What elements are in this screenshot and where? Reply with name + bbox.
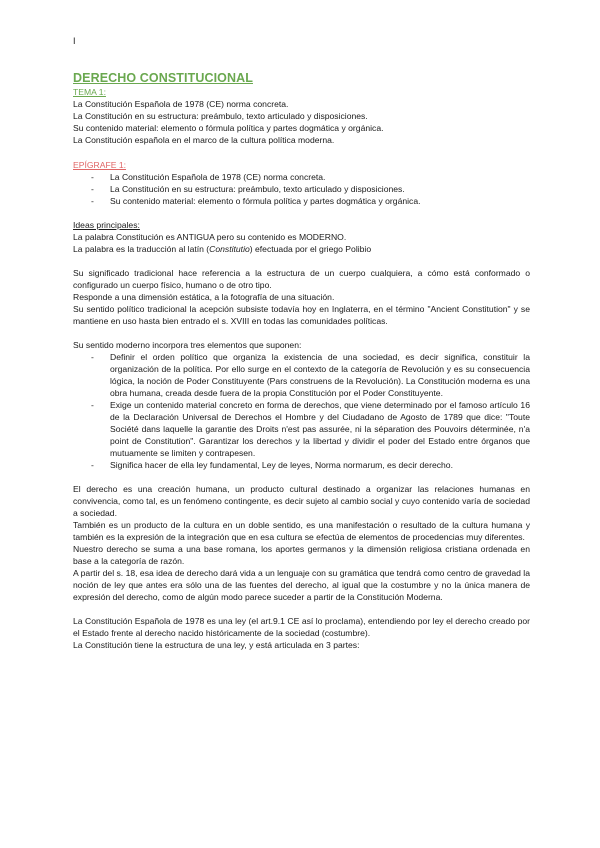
paragraph: La Constitución Española de 1978 es una ley (el art.9.1 CE así lo proclama), entendiendo por ley el derecho creado por el Estado frente al derecho nacido históricamente de la sociedad (costumbre). (73, 616, 530, 638)
document-body (73, 71, 530, 651)
paragraph: Su sentido político tradicional la acepción subsiste todavía hoy en Inglaterra, en el término "Ancient Constitution" y se mantiene en uso hasta bien entrado el s. XVIII en todas las comunidades políticas. (73, 304, 530, 326)
ideas-line-part: ) efectuada por el griego Polibio (249, 244, 372, 254)
paragraph: Responde a una dimensión estática, a la fotografía de una situación. (73, 292, 335, 302)
ideas-line (73, 243, 530, 255)
paragraph: A partir del s. 18, esa idea de derecho dará vida a un lenguaje con su gramática que tendrá como centro de gravedad la noción de ley que antes era sólo una de las fuentes del derecho, al igual que la costumbre y no la única manera de expresión del derecho, como de algún modo parece suceder a partir de la Constitución Moderna. (73, 568, 530, 602)
ideas-heading: Ideas principales: (73, 220, 140, 230)
epigrafe-item: - Su contenido material: elemento o fórmula política y partes dogmática y orgánica. (73, 195, 530, 207)
modern-item: - Definir el orden político que organiza la existencia de una sociedad, es decir significa, constituir la organización de la política. Por ello surge en el contexto de la categoría de Revolución y es su consecuencia lógica, la noción de Poder Constituyente (Pars construens de la Revolución). La Constitución moderna es una obra humana, creada desde fuera de la propia Constitución por el Poder Constituyente. (73, 351, 530, 399)
modern-intro: Su sentido moderno incorpora tres elementos que suponen: (73, 340, 302, 350)
tema-line: La Constitución Española de 1978 (CE) norma concreta. (73, 99, 289, 109)
epigrafe-list (73, 171, 530, 207)
ideas-line-italic: Constitutio (209, 244, 250, 254)
modern-item: - Exige un contenido material concreto en forma de derechos, que viene determinado por el famoso artículo 16 de la Declaración Universal de Derechos el Hombre y del Ciudadano de Agosto de 1789 que dice: "Toute Société dans laquelle la garantie des Droits n'est pas assurée, ni la séparation des Pouvoirs déterminée, n'a point de Constitution". Garantizar los derechos y la libertad y dividir el poder del Estado entre órganos que mutuamente se limiten y contrapesen. (73, 399, 530, 459)
ideas-line: La palabra Constitución es ANTIGUA pero su contenido es MODERNO. (73, 232, 347, 242)
tema-heading: TEMA 1: (73, 87, 106, 97)
epigrafe-item: - La Constitución en su estructura: preámbulo, texto articulado y disposiciones. (73, 183, 530, 195)
paragraph: También es un producto de la cultura en un doble sentido, es una manifestación o resultado de la cultura humana y también es la expresión de la integración que en esa cultura se efectúa de elementos de procedencias muy diferentes. (73, 520, 530, 542)
paragraph: La Constitución tiene la estructura de una ley, y está articulada en 3 partes: (73, 640, 360, 650)
modern-list (73, 351, 530, 471)
paragraph: Su significado tradicional hace referencia a la estructura de un cuerpo cualquiera, a cómo está conformado o configurado un cuerpo físico, humano o de otro tipo. (73, 268, 530, 290)
tema-line: La Constitución española en el marco de la cultura política moderna. (73, 135, 335, 145)
paragraph: Nuestro derecho se suma a una base romana, los aportes germanos y la dimensión religiosa cristiana ordenada en base a la categoría de razón. (73, 544, 530, 566)
epigrafe-heading: EPÍGRAFE 1: (73, 160, 127, 170)
ideas-line-part: La palabra es la traducción al latín ( (73, 244, 210, 254)
epigrafe-item: - La Constitución Española de 1978 (CE) norma concreta. (73, 171, 530, 183)
tema-line: La Constitución en su estructura: preámbulo, texto articulado y disposiciones. (73, 111, 368, 121)
modern-item: - Significa hacer de ella ley fundamental, Ley de leyes, Norma normarum, es decir derecho. (73, 459, 530, 471)
paragraph: El derecho es una creación humana, un producto cultural destinado a organizar las relaciones humanas en convivencia, como tal, es un fenómeno contingente, es decir sujeto al cambio social y cuyo contenido varía de sociedad a sociedad. (73, 484, 530, 518)
document-title: DERECHO CONSTITUCIONAL (73, 71, 253, 85)
tema-line: Su contenido material: elemento o fórmula política y partes dogmática y orgánica. (73, 123, 384, 133)
page-number: I (73, 36, 76, 46)
